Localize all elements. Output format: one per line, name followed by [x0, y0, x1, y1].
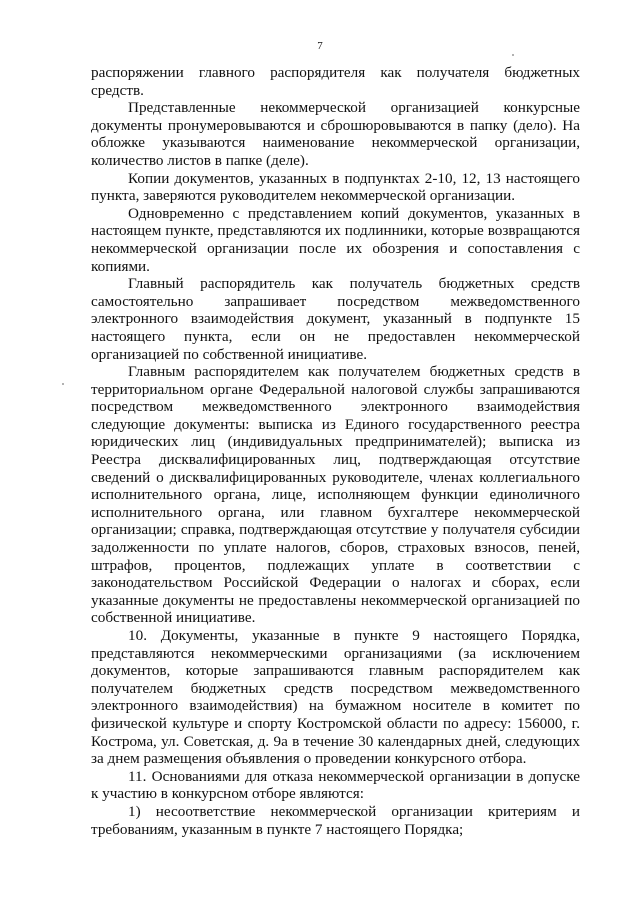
paragraph-clause-10: 10. Документы, указанные в пункте 9 настоящего Порядка, представляются некоммерческими организациями (за исключением документов, которые запрашиваются главным распорядителем как получателем бюджетных средств посредством межведомственного электронного взаимодействия) на бумажном носителе в комитет по физической культуре и спорту Костромской области по адресу: 156000, г. Кострома, ул. Советская, д. 9а в течение 30 календарных дней, следующих за днем размещения объявления о проведении конкурсного отбора.: [91, 627, 580, 768]
scan-speck: [62, 383, 64, 385]
paragraph-subclause-1: 1) несоответствие некоммерческой организации критериям и требованиям, указанным в пункте 7 настоящего Порядка;: [91, 802, 580, 838]
paragraph-clause-11: 11. Основаниями для отказа некоммерческой организации в допуске к участию в конкурсном отборе являются:: [91, 767, 580, 803]
paragraph-continuation: распоряжении главного распорядителя как получателя бюджетных средств.: [91, 64, 580, 99]
paragraph-interagency-request: Главный распорядитель как получатель бюджетных средств самостоятельно запрашивает посредством межведомственного электронного взаимодействия документ, указанный в подпункте 15 настоящего пункта, если он не предоставлен некоммерческой организацией по собственной инициативе.: [91, 275, 580, 363]
page-number: 7: [317, 40, 323, 52]
paragraph-tax-service-request: Главным распорядителем как получателем бюджетных средств в территориальном органе Федеральной налоговой службы запрашиваются посредством межведомственного электронного взаимодействия следующие документы: выписка из Единого государственного реестра юридических лиц (индивидуальных предпринимателей); выписка из Реестра дисквалифицированных лиц, подтверждающая отсутствие сведений о дисквалифицированных руководителе, членах коллегиального исполнительного органа, лице, исполняющем функции единоличного исполнительного органа, или главном бухгалтере некоммерческой организации; справка, подтверждающая отсутствие у получателя субсидии задолженности по уплате налогов, сборов, страховых взносов, пеней, штрафов, процентов, подлежащих уплате в соответствии с законодательством Российской Федерации о налогах и сборах, если указанные документы не предоставлены некоммерческой организацией по собственной инициативе.: [91, 363, 580, 627]
scan-speck: [512, 54, 514, 56]
paragraph-copies-certified: Копии документов, указанных в подпунктах 2-10, 12, 13 настоящего пункта, заверяются руководителем некоммерческой организации.: [91, 169, 580, 205]
paragraph-originals-returned: Одновременно с представлением копий документов, указанных в настоящем пункте, представляются их подлинники, которые возвращаются некоммерческой организации после их обозрения и сопоставления с копиями.: [91, 204, 580, 275]
paragraph-documents-binding: Представленные некоммерческой организацией конкурсные документы пронумеровываются и сброшюровываются в папку (дело). На обложке указываются наименование некоммерческой организации, количество листов в папке (деле).: [91, 99, 580, 169]
document-body: [91, 64, 580, 838]
